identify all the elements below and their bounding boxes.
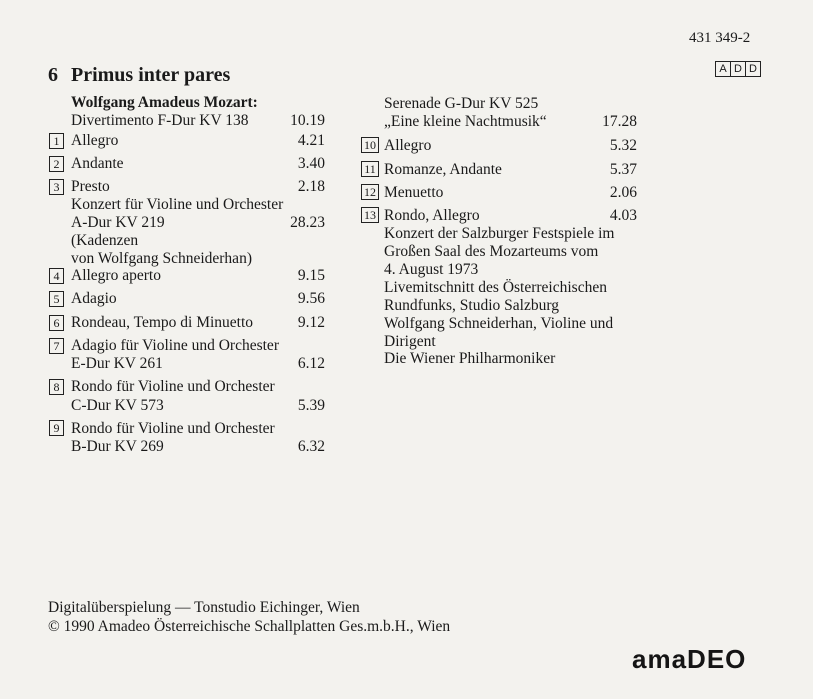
- track-duration: 5.32: [609, 137, 637, 154]
- work-subtitle: „Eine kleine Nachtmusik“: [384, 113, 547, 130]
- track-number-box: 2: [49, 156, 64, 172]
- track-duration: 6.32: [297, 438, 325, 455]
- track-duration: 4.03: [609, 207, 637, 224]
- track-duration: 9.15: [297, 267, 325, 284]
- track-number-box: 1: [49, 133, 64, 149]
- work-title: Konzert für Violine und Orchester: [71, 196, 284, 213]
- work-title: Serenade G-Dur KV 525: [384, 95, 539, 112]
- performance-note: Die Wiener Philharmoniker: [384, 350, 556, 367]
- track-title: Adagio: [71, 290, 117, 307]
- disc-number: 6: [48, 64, 58, 86]
- track-number-box: 8: [49, 379, 64, 395]
- work-note: (Kadenzen: [71, 232, 139, 249]
- track-title: Allegro: [71, 132, 119, 149]
- add-code-letter: A: [719, 63, 727, 75]
- disc-title: Primus inter pares: [71, 64, 231, 86]
- track-number-box: 12: [361, 184, 379, 200]
- add-code-badge: [715, 61, 761, 77]
- track-key: B-Dur KV 269: [71, 438, 164, 455]
- track-title: Andante: [71, 155, 124, 172]
- track-number-box: 3: [49, 179, 64, 195]
- composer: Wolfgang Amadeus Mozart:: [71, 94, 258, 111]
- performance-note: Livemitschnitt des Österreichischen: [384, 279, 607, 296]
- track-title: Rondo, Allegro: [384, 207, 480, 224]
- track-duration: 3.40: [297, 155, 325, 172]
- track-title: Rondo für Violine und Orchester: [71, 378, 275, 395]
- track-title: Rondeau, Tempo di Minuetto: [71, 314, 254, 331]
- track-duration: 5.37: [609, 161, 637, 178]
- track-title: Romanze, Andante: [384, 161, 502, 178]
- track-key: E-Dur KV 261: [71, 355, 163, 372]
- track-number-box: 6: [49, 315, 64, 331]
- track-number-box: 7: [49, 338, 64, 354]
- add-code-letter: D: [730, 62, 745, 76]
- track-key: C-Dur KV 573: [71, 397, 164, 414]
- track-number-box: 4: [49, 268, 64, 284]
- footer-copyright: © 1990 Amadeo Österreichische Schallplatten Ges.m.b.H., Wien: [48, 618, 451, 635]
- track-title: Menuetto: [384, 184, 444, 201]
- work-note: von Wolfgang Schneiderhan): [71, 250, 252, 267]
- performance-note: 4. August 1973: [384, 261, 479, 278]
- track-number-box: 5: [49, 291, 64, 307]
- work-duration: 17.28: [602, 113, 637, 130]
- track-duration: 6.12: [297, 355, 325, 372]
- track-title: Allegro aperto: [71, 267, 161, 284]
- track-title: Allegro: [384, 137, 432, 154]
- track-duration: 9.56: [297, 290, 325, 307]
- track-duration: 4.21: [297, 132, 325, 149]
- performance-note: Dirigent: [384, 333, 436, 350]
- work-title: Divertimento F-Dur KV 138: [71, 112, 249, 129]
- track-duration: 9.12: [297, 314, 325, 331]
- track-duration: 2.18: [297, 178, 325, 195]
- track-duration: 2.06: [609, 184, 637, 201]
- performance-note: Konzert der Salzburger Festspiele im: [384, 225, 615, 242]
- track-title: Presto: [71, 178, 110, 195]
- work-duration: 28.23: [290, 214, 325, 231]
- add-code-letter: D: [745, 62, 760, 76]
- work-duration: 10.19: [290, 112, 325, 129]
- track-number-box: 13: [361, 207, 379, 223]
- footer-credit: Digitalüberspielung — Tonstudio Eichinger, Wien: [48, 599, 360, 616]
- track-title: Adagio für Violine und Orchester: [71, 337, 279, 354]
- catalog-number: 431 349-2: [689, 30, 751, 46]
- performance-note: Wolfgang Schneiderhan, Violine und: [384, 315, 614, 332]
- track-duration: 5.39: [297, 397, 325, 414]
- track-number-box: 9: [49, 420, 64, 436]
- performance-note: Großen Saal des Mozarteums vom: [384, 243, 599, 260]
- track-title: Rondo für Violine und Orchester: [71, 420, 275, 437]
- track-number-box: 10: [361, 137, 379, 153]
- amadeo-logo: amaDEO: [632, 644, 747, 674]
- work-key: A-Dur KV 219: [71, 214, 165, 231]
- performance-note: Rundfunks, Studio Salzburg: [384, 297, 559, 314]
- track-number-box: 11: [361, 161, 379, 177]
